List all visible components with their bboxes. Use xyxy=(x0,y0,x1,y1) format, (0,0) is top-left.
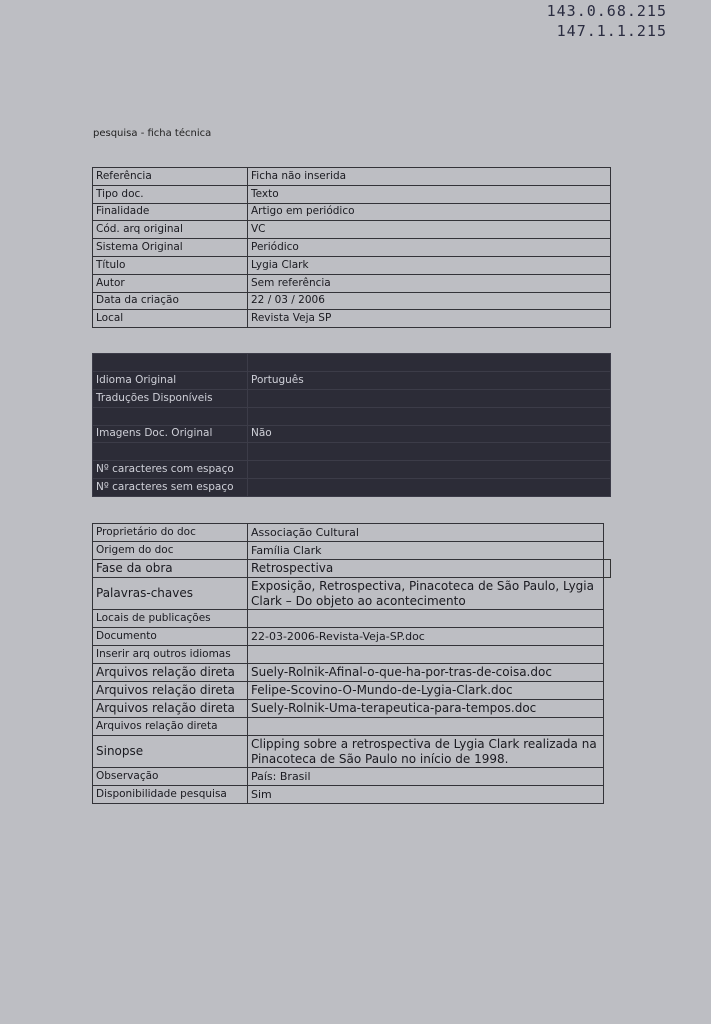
field-value xyxy=(248,461,611,479)
table-row xyxy=(93,203,611,221)
field-value: Família Clark xyxy=(248,542,604,560)
field-value: Suely-Rolnik-Afinal-o-que-ha-por-tras-de-coisa.doc xyxy=(248,664,604,682)
field-value: Felipe-Scovino-O-Mundo-de-Lygia-Clark.doc xyxy=(248,682,604,700)
field-label: Referência xyxy=(93,168,248,186)
field-label: Finalidade xyxy=(93,203,248,221)
cell-border-fragment xyxy=(604,559,611,578)
table-row xyxy=(93,371,611,389)
field-value xyxy=(248,610,604,628)
table-row xyxy=(93,736,604,768)
field-label: Disponibilidade pesquisa xyxy=(93,786,248,804)
table-row xyxy=(93,239,611,257)
field-label: Arquivos relação direta xyxy=(93,664,248,682)
table-row xyxy=(93,461,611,479)
field-label xyxy=(93,407,248,425)
field-label: Nº caracteres sem espaço xyxy=(93,479,248,497)
field-value: Sim xyxy=(248,786,604,804)
field-value: Artigo em periódico xyxy=(248,203,611,221)
field-label: Imagens Doc. Original xyxy=(93,425,248,443)
table-row xyxy=(93,560,604,578)
table-row xyxy=(93,682,604,700)
table-row xyxy=(93,768,604,786)
field-label xyxy=(93,354,248,372)
field-label: Observação xyxy=(93,768,248,786)
field-label: Data da criação xyxy=(93,292,248,310)
table-row xyxy=(93,610,604,628)
field-value: VC xyxy=(248,221,611,239)
field-label: Nº caracteres com espaço xyxy=(93,461,248,479)
field-label: Documento xyxy=(93,628,248,646)
field-value xyxy=(248,389,611,407)
table-row xyxy=(93,718,604,736)
field-label: Cód. arq original xyxy=(93,221,248,239)
handwritten-note: 147.1.1.215 xyxy=(556,22,667,40)
field-label: Origem do doc xyxy=(93,542,248,560)
table-row xyxy=(93,646,604,664)
table-row xyxy=(93,407,611,425)
field-value: País: Brasil xyxy=(248,768,604,786)
field-label: Título xyxy=(93,256,248,274)
field-value: Exposição, Retrospectiva, Pinacoteca de São Paulo, Lygia Clark – Do objeto ao acontecimento xyxy=(248,578,604,610)
field-label: Inserir arq outros idiomas xyxy=(93,646,248,664)
table-row xyxy=(93,221,611,239)
field-value xyxy=(248,354,611,372)
field-value: Sem referência xyxy=(248,274,611,292)
table-row xyxy=(93,274,611,292)
field-value: Associação Cultural xyxy=(248,524,604,542)
field-value xyxy=(248,407,611,425)
table-row xyxy=(93,354,611,372)
table-row xyxy=(93,310,611,328)
field-label: Arquivos relação direta xyxy=(93,718,248,736)
field-value: Suely-Rolnik-Uma-terapeutica-para-tempos.doc xyxy=(248,700,604,718)
table-row xyxy=(93,185,611,203)
table-row xyxy=(93,524,604,542)
table-row xyxy=(93,443,611,461)
reference-table xyxy=(92,167,611,328)
table-row xyxy=(93,479,611,497)
field-label: Autor xyxy=(93,274,248,292)
field-value xyxy=(248,443,611,461)
field-label: Locais de publicações xyxy=(93,610,248,628)
table-row xyxy=(93,425,611,443)
table-row xyxy=(93,256,611,274)
field-value xyxy=(248,718,604,736)
field-value: Português xyxy=(248,371,611,389)
table-row xyxy=(93,292,611,310)
field-label: Arquivos relação direta xyxy=(93,700,248,718)
field-label: Local xyxy=(93,310,248,328)
table-row xyxy=(93,664,604,682)
table-row xyxy=(93,389,611,407)
field-label: Palavras-chaves xyxy=(93,578,248,610)
table-row xyxy=(93,578,604,610)
page-title: pesquisa - ficha técnica xyxy=(93,128,212,139)
field-label xyxy=(93,443,248,461)
field-value: 22 / 03 / 2006 xyxy=(248,292,611,310)
field-label: Tipo doc. xyxy=(93,185,248,203)
field-value: Clipping sobre a retrospectiva de Lygia Clark realizada na Pinacoteca de São Paulo no início de 1998. xyxy=(248,736,604,768)
field-value: Ficha não inserida xyxy=(248,168,611,186)
table-row xyxy=(93,700,604,718)
field-label: Proprietário do doc xyxy=(93,524,248,542)
field-label: Arquivos relação direta xyxy=(93,682,248,700)
document-details-table xyxy=(92,523,604,804)
field-label: Traduções Disponíveis xyxy=(93,389,248,407)
language-table xyxy=(92,353,611,497)
field-value xyxy=(248,479,611,497)
field-label: Sinopse xyxy=(93,736,248,768)
field-value: Lygia Clark xyxy=(248,256,611,274)
language-info-block xyxy=(92,353,611,496)
table-row xyxy=(93,786,604,804)
field-label: Idioma Original xyxy=(93,371,248,389)
field-value xyxy=(248,646,604,664)
field-value: Texto xyxy=(248,185,611,203)
field-value: 22-03-2006-Revista-Veja-SP.doc xyxy=(248,628,604,646)
field-value: Não xyxy=(248,425,611,443)
table-row xyxy=(93,168,611,186)
field-label: Sistema Original xyxy=(93,239,248,257)
field-value: Retrospectiva xyxy=(248,560,604,578)
table-row xyxy=(93,542,604,560)
field-value: Periódico xyxy=(248,239,611,257)
field-value: Revista Veja SP xyxy=(248,310,611,328)
table-row xyxy=(93,628,604,646)
field-label: Fase da obra xyxy=(93,560,248,578)
handwritten-note: 143.0.68.215 xyxy=(546,2,667,20)
